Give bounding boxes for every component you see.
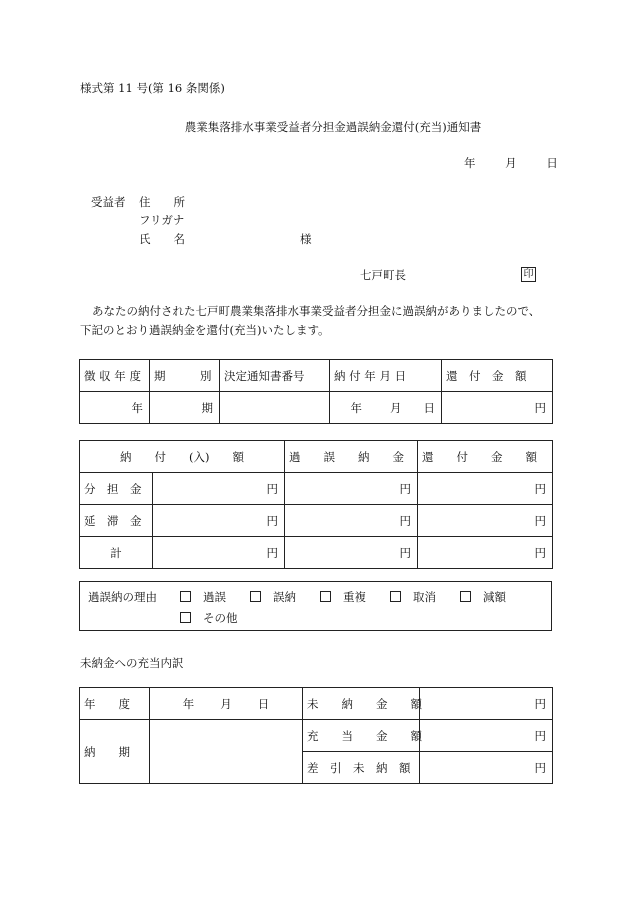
reason-option-label: 減額 [483, 590, 506, 604]
cell-fy-month: 月 [220, 696, 232, 711]
header-refund-amount: 還 付 金 額 [442, 360, 553, 392]
cell-allocated: 円 [420, 720, 553, 752]
cell-year: 年 [80, 392, 150, 424]
checkbox[interactable] [320, 591, 331, 602]
date-day: 日 [546, 156, 558, 170]
cell-late-paid: 円 [153, 505, 285, 537]
reason-option-cancel[interactable] [390, 589, 436, 605]
reason-option-mistake[interactable] [180, 589, 226, 605]
reason-option-other[interactable] [180, 610, 238, 626]
reason-option-duplicate[interactable] [320, 589, 366, 605]
header-collection-year: 徴 収 年 度 [80, 360, 150, 392]
body-line-2: 下記のとおり過誤納金を還付(充当)いたします。 [80, 323, 330, 337]
cell-total-over: 円 [285, 537, 418, 569]
table-amounts [79, 440, 553, 569]
cell-period: 期 [150, 392, 220, 424]
header-payment-date: 納 付 年 月 日 [330, 360, 442, 392]
cell-fy-day: 日 [257, 696, 270, 711]
issuer-name: 七戸町長 [360, 268, 406, 282]
checkbox[interactable] [180, 591, 191, 602]
reason-option-label: 誤納 [273, 590, 296, 604]
header-paid-amount: 納 付 (入) 額 [80, 441, 285, 473]
cell-share-refund: 円 [418, 473, 553, 505]
table-row [80, 505, 553, 537]
allocation-heading: 未納金への充当内訳 [80, 656, 184, 670]
reason-option-wrong-payment[interactable] [250, 589, 296, 605]
seal-text: 印 [521, 267, 536, 282]
cell-pay-day: 日 [423, 400, 435, 415]
row-label-total: 計 [80, 537, 153, 569]
reason-label: 過誤納の理由 [88, 590, 157, 604]
honorific: 様 [300, 232, 312, 246]
reason-option-label: 過誤 [203, 590, 226, 604]
checkbox[interactable] [460, 591, 471, 602]
table-row [80, 360, 553, 392]
table-row [80, 392, 553, 424]
header-refund: 還 付 金 額 [418, 441, 553, 473]
header-overpayment: 過 誤 納 金 [285, 441, 418, 473]
header-notice-number: 決定通知書番号 [220, 360, 330, 392]
row-label-fiscal-year: 年 度 [80, 688, 150, 720]
row-label-allocated: 充 当 金 額 [303, 720, 420, 752]
row-label-late-fee: 延 滞 金 [80, 505, 153, 537]
name-label: 氏 名 [139, 232, 185, 246]
cell-fy-year: 年 [182, 696, 195, 711]
cell-share-paid: 円 [153, 473, 285, 505]
cell-share-over: 円 [285, 473, 418, 505]
cell-amount: 円 [442, 392, 553, 424]
recipient-label: 受益者 [91, 195, 126, 209]
checkbox[interactable] [390, 591, 401, 602]
table-row [80, 537, 553, 569]
date-month: 月 [505, 156, 517, 170]
table-row [80, 688, 553, 720]
cell-unpaid: 円 [420, 688, 553, 720]
checkbox[interactable] [180, 612, 191, 623]
reason-box [79, 581, 552, 631]
body-line-1: あなたの納付された七戸町農業集落排水事業受益者分担金に過誤納がありましたので、 [92, 304, 541, 318]
address-label: 住 所 [139, 195, 185, 209]
date-year: 年 [464, 156, 476, 170]
date-line [464, 155, 558, 171]
form-number: 様式第 11 号(第 16 条関係) [80, 81, 225, 95]
table-row [80, 441, 553, 473]
cell-late-over: 円 [285, 505, 418, 537]
table-row [80, 473, 553, 505]
table-allocation [79, 687, 553, 784]
cell-due-period [150, 720, 303, 784]
row-label-unpaid: 未 納 金 額 [303, 688, 420, 720]
reason-option-reduction[interactable] [460, 589, 506, 605]
checkbox[interactable] [250, 591, 261, 602]
reason-option-label: 取消 [413, 590, 436, 604]
page-title: 農業集落排水事業受益者分担金過誤納金還付(充当)通知書 [184, 120, 482, 134]
cell-pay-year: 年 [350, 400, 362, 415]
row-label-remaining: 差 引 未 納 額 [303, 752, 420, 784]
cell-payment-date [330, 392, 442, 424]
cell-total-refund: 円 [418, 537, 553, 569]
cell-pay-month: 月 [390, 400, 402, 415]
cell-late-refund: 円 [418, 505, 553, 537]
reason-option-label: その他 [203, 611, 238, 625]
reason-option-label: 重複 [343, 590, 366, 604]
header-period: 期 別 [150, 360, 220, 392]
table-refund-basic [79, 359, 553, 424]
row-label-due-period: 納 期 [80, 720, 150, 784]
cell-notice [220, 392, 330, 424]
cell-remaining: 円 [420, 752, 553, 784]
row-label-share: 分 担 金 [80, 473, 153, 505]
cell-fiscal-year-date [150, 688, 303, 720]
cell-total-paid: 円 [153, 537, 285, 569]
table-row [80, 720, 553, 752]
furigana-label: フリガナ [139, 213, 185, 227]
seal-mark [521, 266, 536, 282]
